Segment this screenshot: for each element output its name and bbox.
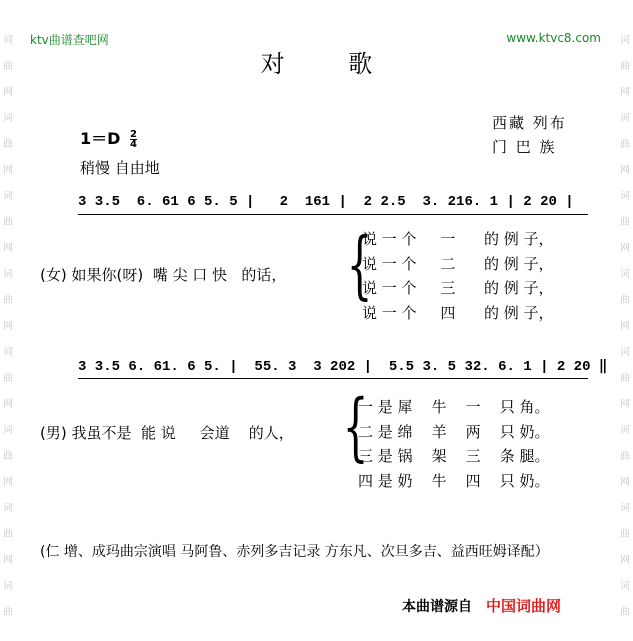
watermark-char: 曲 [620,607,630,618]
watermark-char: 曲 [3,607,13,618]
watermark-char: 网 [620,555,630,566]
key-label: 1＝D [80,129,121,148]
watermark-char: 网 [620,399,630,410]
watermark-char: 曲 [3,295,13,306]
watermark-char: 网 [3,87,13,98]
watermark-char: 词 [620,191,630,202]
brace-male: { [342,384,369,470]
watermark-char: 曲 [620,451,630,462]
watermark-char: 词 [3,191,13,202]
watermark-char: 曲 [3,217,13,228]
footer-label: 本曲谱源自 [402,599,472,615]
watermark-char: 词 [620,425,630,436]
song-region: 西藏 列布 [492,114,567,132]
watermark-char: 网 [3,399,13,410]
watermark-char: 网 [3,321,13,332]
notation-line-2: 3 3.5 6. 61. 6 5. | 55. 3 3 202 | 5.5 3. 5 32. 6. 1 | 2 20 ‖ [78,359,608,375]
watermark-char: 曲 [620,295,630,306]
watermark-char: 曲 [3,373,13,384]
female-verse: 说 一 个 一 的 例 子， [362,230,554,248]
watermark-char: 词 [3,581,13,592]
female-verse: 说 一 个 三 的 例 子， [362,279,554,297]
female-verses [362,227,554,325]
performer-credits: (仁 增、成玛曲宗演唱 马阿鲁、赤列多吉记录 方东凡、次旦多吉、益西旺姆译配） [40,544,549,560]
site-url-right[interactable]: www.ktvc8.com [506,31,601,45]
male-verse: 一 是 犀 牛 一 只 角。 [358,398,550,416]
watermark-char: 曲 [620,529,630,540]
male-verse: 三 是 锅 架 三 条 腿。 [358,447,550,465]
footer-brand-link[interactable]: 中国词曲网 [486,597,562,615]
watermark-char: 曲 [620,61,630,72]
watermark-char: 网 [620,321,630,332]
watermark-char: 网 [620,477,630,488]
male-lyric-lead: (男) 我虽不是 能 说 会道 的人， [40,424,294,442]
female-verse: 说 一 个 四 的 例 子， [362,303,554,322]
watermark-char: 词 [3,503,13,514]
key-signature [80,126,137,149]
notation-line-1: 3 3.5 6. 61 6 5. 5 | 2 161 | 2 2.5 3. 216. 1 | 2 20 | [78,194,574,210]
watermark-char: 曲 [620,373,630,384]
watermark-char: 曲 [3,529,13,540]
female-lyric-lead: (女) 如果你(呀) 嘴 尖 口 快 的话， [40,266,287,284]
watermark-char: 曲 [620,139,630,150]
tempo-marking: 稍慢 自由地 [80,159,160,177]
time-denominator: 4 [130,139,137,150]
watermark-char: 词 [620,503,630,514]
watermark-char: 曲 [3,61,13,72]
watermark-left [2,28,14,626]
song-ethnic-source: 门 巴 族 [492,138,557,156]
watermark-char: 词 [3,269,13,280]
watermark-char: 词 [3,113,13,124]
watermark-char: 词 [620,113,630,124]
underline-2 [78,378,588,379]
watermark-char: 词 [620,581,630,592]
footer-source [402,595,561,616]
watermark-char: 词 [620,35,630,46]
watermark-char: 词 [3,425,13,436]
site-name-left[interactable]: ktv曲谱查吧网 [30,33,109,47]
watermark-char: 词 [3,347,13,358]
female-verse: 说 一 个 二 的 例 子， [362,254,554,273]
watermark-char: 词 [620,269,630,280]
watermark-char: 网 [3,555,13,566]
time-signature [130,130,137,149]
watermark-char: 网 [3,165,13,176]
time-numerator: 2 [130,129,137,140]
watermark-char: 网 [620,243,630,254]
watermark-char: 词 [620,347,630,358]
watermark-char: 曲 [3,139,13,150]
watermark-char: 网 [620,165,630,176]
watermark-char: 曲 [3,451,13,462]
male-verses [358,395,550,493]
song-title: 对 歌 [260,50,401,78]
male-verse: 四 是 奶 牛 四 只 奶。 [358,471,550,490]
watermark-char: 词 [3,35,13,46]
watermark-char: 曲 [620,217,630,228]
brace-female: { [346,222,373,308]
watermark-char: 网 [620,87,630,98]
watermark-right [619,28,631,626]
underline-1 [78,214,588,215]
watermark-char: 网 [3,243,13,254]
watermark-char: 网 [3,477,13,488]
male-verse: 二 是 绵 羊 两 只 奶。 [358,422,550,441]
